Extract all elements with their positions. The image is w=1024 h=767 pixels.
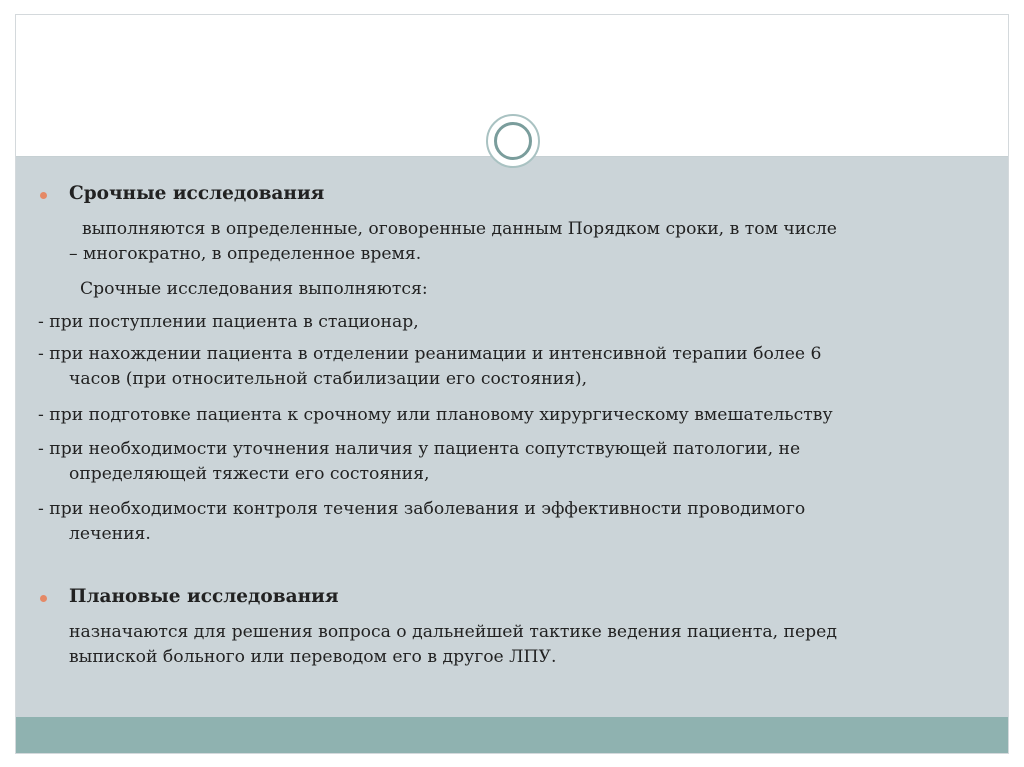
bullet-icon bbox=[40, 595, 47, 602]
slide bbox=[15, 14, 1009, 754]
footer-bar bbox=[16, 717, 1008, 754]
slide-content bbox=[16, 157, 1008, 717]
paragraph-line: назначаются для решения вопроса о дальнейшей тактике ведения пациента, перед bbox=[69, 622, 837, 642]
list-item-continuation: определяющей тяжести его состояния, bbox=[69, 464, 430, 484]
circle-ornament-inner bbox=[494, 122, 532, 160]
list-item: - при нахождении пациента в отделении реанимации и интенсивной терапии более 6 bbox=[38, 344, 822, 364]
list-item-continuation: лечения. bbox=[69, 524, 151, 544]
paragraph-line: выпиской больного или переводом его в другое ЛПУ. bbox=[69, 647, 557, 667]
bullet-icon bbox=[40, 192, 47, 199]
section-heading-planned: Плановые исследования bbox=[69, 586, 339, 607]
list-item: - при поступлении пациента в стационар, bbox=[38, 312, 419, 332]
section-heading-urgent: Срочные исследования bbox=[69, 183, 325, 204]
list-item-continuation: часов (при относительной стабилизации его состояния), bbox=[69, 369, 588, 389]
paragraph-line: выполняются в определенные, оговоренные данным Порядком сроки, в том числе bbox=[82, 219, 837, 239]
circle-ornament-icon bbox=[486, 114, 540, 168]
paragraph-line: – многократно, в определенное время. bbox=[69, 244, 422, 264]
paragraph-line: Срочные исследования выполняются: bbox=[80, 279, 428, 299]
list-item: - при необходимости контроля течения заболевания и эффективности проводимого bbox=[38, 499, 806, 519]
list-item: - при подготовке пациента к срочному или плановому хирургическому вмешательству bbox=[38, 405, 833, 425]
list-item: - при необходимости уточнения наличия у пациента сопутствующей патологии, не bbox=[38, 439, 801, 459]
